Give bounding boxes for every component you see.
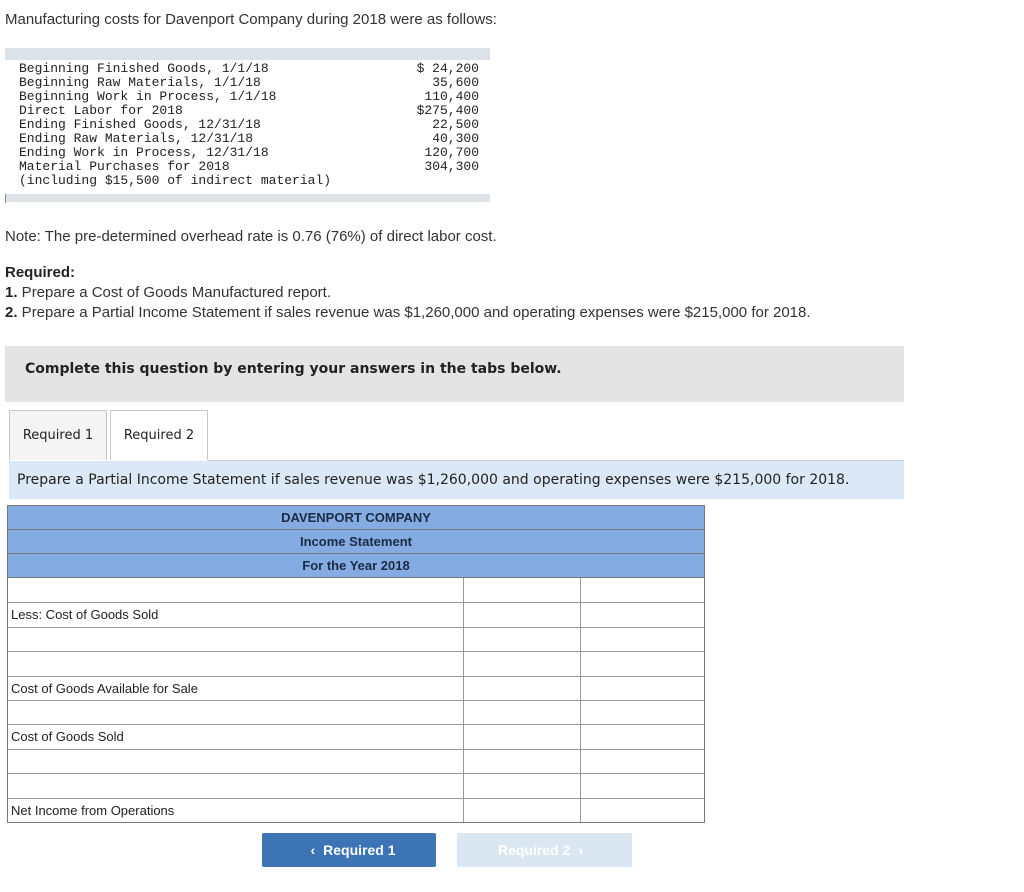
required-item-number: 1.	[5, 284, 18, 301]
cost-row	[19, 90, 479, 104]
total-input[interactable]	[581, 652, 704, 675]
row-label-input[interactable]	[8, 774, 464, 797]
total-input[interactable]	[581, 677, 704, 700]
cost-label: (including $15,500 of indirect material)	[19, 173, 332, 188]
table-row	[8, 773, 704, 797]
table-row	[8, 798, 704, 822]
block-scroll-tick	[5, 194, 6, 203]
block-bottom-bar	[5, 194, 490, 202]
income-statement-table	[7, 505, 705, 823]
cost-label: Beginning Work in Process, 1/1/18	[19, 89, 277, 104]
table-row	[8, 627, 704, 651]
required-item-number: 2.	[5, 304, 18, 321]
cost-row	[19, 174, 479, 188]
next-required-2-button[interactable]	[457, 833, 632, 867]
required-item-1	[5, 284, 331, 301]
cost-row	[19, 146, 479, 160]
prev-required-1-button[interactable]	[262, 833, 436, 867]
table-row	[8, 700, 704, 724]
statement-company: DAVENPORT COMPANY	[8, 506, 704, 530]
cost-label: Ending Work in Process, 12/31/18	[19, 145, 269, 160]
chevron-left-icon: ‹	[310, 842, 316, 858]
cost-row	[19, 160, 479, 174]
row-label-input[interactable]	[8, 750, 464, 773]
amount-input[interactable]	[464, 603, 581, 626]
cost-label: Material Purchases for 2018	[19, 159, 230, 174]
instruction-text: Prepare a Partial Income Statement if sales revenue was $1,260,000 and operating expenses were $215,000 for 2018.	[17, 472, 850, 488]
total-input[interactable]	[581, 578, 704, 602]
cost-data-block	[5, 48, 490, 203]
total-input[interactable]	[581, 799, 704, 822]
statement-title: Income Statement	[8, 530, 704, 554]
cost-label: Beginning Finished Goods, 1/1/18	[19, 61, 269, 76]
table-row	[8, 602, 704, 626]
row-label: Cost of Goods Sold	[8, 725, 464, 748]
statement-body	[8, 578, 704, 822]
tab-required-1[interactable]: Required 1	[9, 410, 107, 460]
table-row	[8, 651, 704, 675]
required-item-text: Prepare a Partial Income Statement if sales revenue was $1,260,000 and operating expenses were $215,000 for 2018.	[17, 304, 811, 321]
prev-button-label: Required 1	[323, 842, 396, 858]
cost-row	[19, 118, 479, 132]
cost-value: $275,400	[416, 103, 479, 118]
overhead-note: Note: The pre-determined overhead rate is 0.76 (76%) of direct labor cost.	[5, 228, 497, 245]
amount-input[interactable]	[464, 799, 581, 822]
complete-prompt: Complete this question by entering your answers in the tabs below.	[25, 361, 562, 377]
required-item-text: Prepare a Cost of Goods Manufactured report.	[17, 284, 332, 301]
statement-period: For the Year 2018	[8, 554, 704, 578]
table-row	[8, 578, 704, 602]
row-label-input[interactable]	[8, 701, 464, 724]
total-input[interactable]	[581, 725, 704, 748]
amount-input[interactable]	[464, 725, 581, 748]
amount-input[interactable]	[464, 750, 581, 773]
table-row	[8, 749, 704, 773]
row-label-input[interactable]	[8, 628, 464, 651]
cost-value: 40,300	[432, 131, 479, 146]
amount-input[interactable]	[464, 677, 581, 700]
total-input[interactable]	[581, 603, 704, 626]
total-input[interactable]	[581, 750, 704, 773]
cost-label: Ending Finished Goods, 12/31/18	[19, 117, 261, 132]
cost-row	[19, 104, 479, 118]
total-input[interactable]	[581, 774, 704, 797]
tab-required-2[interactable]: Required 2	[110, 410, 208, 460]
amount-input[interactable]	[464, 701, 581, 724]
table-row	[8, 724, 704, 748]
cost-row	[19, 62, 479, 76]
instruction-bar	[9, 461, 904, 499]
required-title: Required:	[5, 264, 76, 281]
row-label: Net Income from Operations	[8, 799, 464, 822]
required-item-2	[5, 304, 811, 321]
block-top-bar	[5, 48, 490, 60]
amount-input[interactable]	[464, 628, 581, 651]
amount-input[interactable]	[464, 652, 581, 675]
amount-input[interactable]	[464, 578, 581, 602]
row-label-input[interactable]	[8, 652, 464, 675]
table-row	[8, 676, 704, 700]
amount-input[interactable]	[464, 774, 581, 797]
cost-value: $ 24,200	[416, 61, 479, 76]
cost-label: Direct Labor for 2018	[19, 103, 183, 118]
cost-value: 110,400	[424, 89, 479, 104]
cost-label: Ending Raw Materials, 12/31/18	[19, 131, 254, 146]
chevron-right-icon: ›	[578, 842, 584, 858]
cost-value: 22,500	[432, 117, 479, 132]
cost-row	[19, 132, 479, 146]
row-label-input[interactable]	[8, 578, 464, 602]
cost-value: 35,600	[432, 75, 479, 90]
complete-prompt-box	[5, 346, 904, 402]
row-label: Cost of Goods Available for Sale	[8, 677, 464, 700]
total-input[interactable]	[581, 701, 704, 724]
row-label: Less: Cost of Goods Sold	[8, 603, 464, 626]
cost-value: 120,700	[424, 145, 479, 160]
intro-text: Manufacturing costs for Davenport Company during 2018 were as follows:	[5, 11, 497, 28]
cost-value: 304,300	[424, 159, 479, 174]
total-input[interactable]	[581, 628, 704, 651]
next-button-label: Required 2	[497, 842, 571, 858]
cost-row	[19, 76, 479, 90]
cost-label: Beginning Raw Materials, 1/1/18	[19, 75, 261, 90]
